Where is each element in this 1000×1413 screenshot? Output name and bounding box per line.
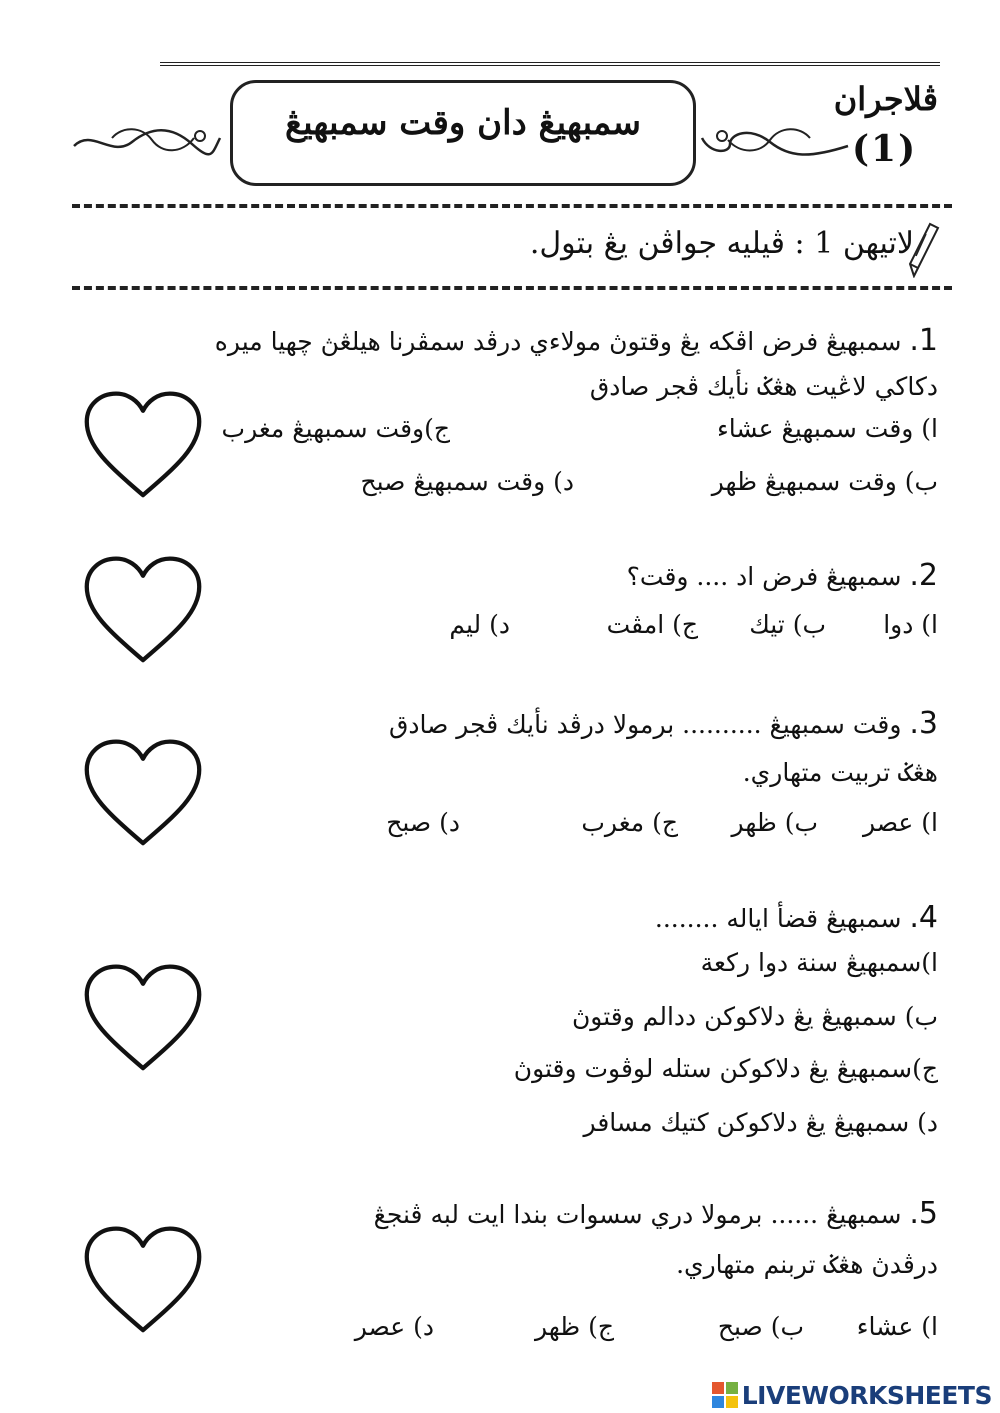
left-ornament-icon xyxy=(72,118,222,162)
question-1-option-a[interactable]: ا) وقت سمبهيڠ عشاء xyxy=(716,414,938,443)
question-1-option-d[interactable]: د) وقت سمبهيڠ صبح xyxy=(360,467,574,496)
question-1-line-2: دكاكي لاڠيت هڠݢ نأيك ڤجر صادق xyxy=(589,372,938,401)
heart-icon xyxy=(80,555,206,665)
instruction-text: لاتيهن 1 : ڤيليه جواڤن يڠ بتول. xyxy=(529,226,914,261)
question-4-line-1: 4. سمبهيڠ قضأ اياله ........ xyxy=(654,900,938,935)
question-5-option-d[interactable]: د) عصر xyxy=(354,1312,434,1341)
question-number: 2. xyxy=(909,558,938,593)
logo-square xyxy=(712,1396,724,1408)
question-1-option-c[interactable]: ج)وقت سمبهيڠ مغرب xyxy=(221,414,450,443)
header-top-border xyxy=(160,62,940,66)
question-3-option-c[interactable]: ج) مغرب xyxy=(581,808,678,837)
answer-heart-4[interactable] xyxy=(80,963,206,1073)
question-number: 1. xyxy=(909,323,938,358)
question-4-option-a[interactable]: ا)سمبهيڠ سنة دوا ركعة xyxy=(700,948,938,977)
divider-bottom xyxy=(72,286,952,290)
question-1-option-b[interactable]: ب) وقت سمبهيڠ ظهر xyxy=(711,467,938,496)
question-2-option-a[interactable]: ا) دوا xyxy=(883,610,938,639)
liveworksheets-logo-icon xyxy=(712,1382,738,1408)
question-number: 5. xyxy=(909,1196,938,1231)
answer-heart-3[interactable] xyxy=(80,738,206,848)
question-2-line-1: 2. سمبهيڠ فرض اد .... وقت؟ xyxy=(626,558,938,593)
heart-icon xyxy=(80,738,206,848)
question-5-option-a[interactable]: ا) عشاء xyxy=(856,1312,938,1341)
question-3-option-d[interactable]: د) صبح xyxy=(386,808,460,837)
divider-top xyxy=(72,204,952,208)
heart-icon xyxy=(80,390,206,500)
logo-square xyxy=(712,1382,724,1394)
question-4-option-c[interactable]: ج)سمبهيڠ يڠ دلاكوكن ستله لوڤوت وقتوڽ xyxy=(513,1054,938,1083)
question-3-option-b[interactable]: ب) ظهر xyxy=(731,808,818,837)
heart-icon xyxy=(80,1225,206,1335)
answer-heart-2[interactable] xyxy=(80,555,206,665)
question-3-line-1: 3. وقت سمبهيڠ .......... برمولا درڤد نأيك ڤجر صادق xyxy=(388,706,938,741)
liveworksheets-footer xyxy=(712,1377,992,1413)
footer-brand: LIVEWORKSHEETS xyxy=(741,1380,992,1410)
question-5-option-c[interactable]: ج) ظهر xyxy=(534,1312,614,1341)
question-2-option-c[interactable]: ج) امڤت xyxy=(606,610,698,639)
question-3-line-2: هڠݢ تربيت متهاري. xyxy=(742,758,938,787)
question-4-option-b[interactable]: ب) سمبهيڠ يڠ دلاكوكن ددالم وقتوڽ xyxy=(571,1002,938,1031)
question-number: 3. xyxy=(909,706,938,741)
question-4-option-d[interactable]: د) سمبهيڠ يڠ دلاكوكن كتيك مسافر xyxy=(583,1108,938,1137)
question-1-line-1: 1. سمبهيڠ فرض اڤكه يڠ وقتوڽ مولاءي درڤد سمڤرنا هيلڠڽ چهيا ميره xyxy=(214,323,938,358)
answer-heart-1[interactable] xyxy=(80,390,206,500)
heart-icon xyxy=(80,963,206,1073)
question-2-option-b[interactable]: ب) تيك xyxy=(749,610,826,639)
answer-heart-5[interactable] xyxy=(80,1225,206,1335)
question-3-option-a[interactable]: ا) عصر xyxy=(862,808,938,837)
question-5-option-b[interactable]: ب) صبح xyxy=(717,1312,804,1341)
logo-square xyxy=(726,1396,738,1408)
logo-square xyxy=(726,1382,738,1394)
question-5-line-2: درڤدڽ هڠݢ تربنم متهاري. xyxy=(676,1250,938,1279)
subject-label: ڤلاجران xyxy=(833,80,938,118)
question-number: 4. xyxy=(909,900,938,935)
question-2-option-d[interactable]: د) ليم xyxy=(449,610,510,639)
lesson-number: (1) xyxy=(852,128,918,170)
page-title: سمبهيڠ دان وقت سمبهيڠ xyxy=(285,103,641,143)
question-5-line-1: 5. سمبهيڠ ...... برمولا دري سسوات بندا ايت لبه ڤنجڠ xyxy=(373,1196,938,1231)
right-ornament-icon xyxy=(700,118,850,162)
